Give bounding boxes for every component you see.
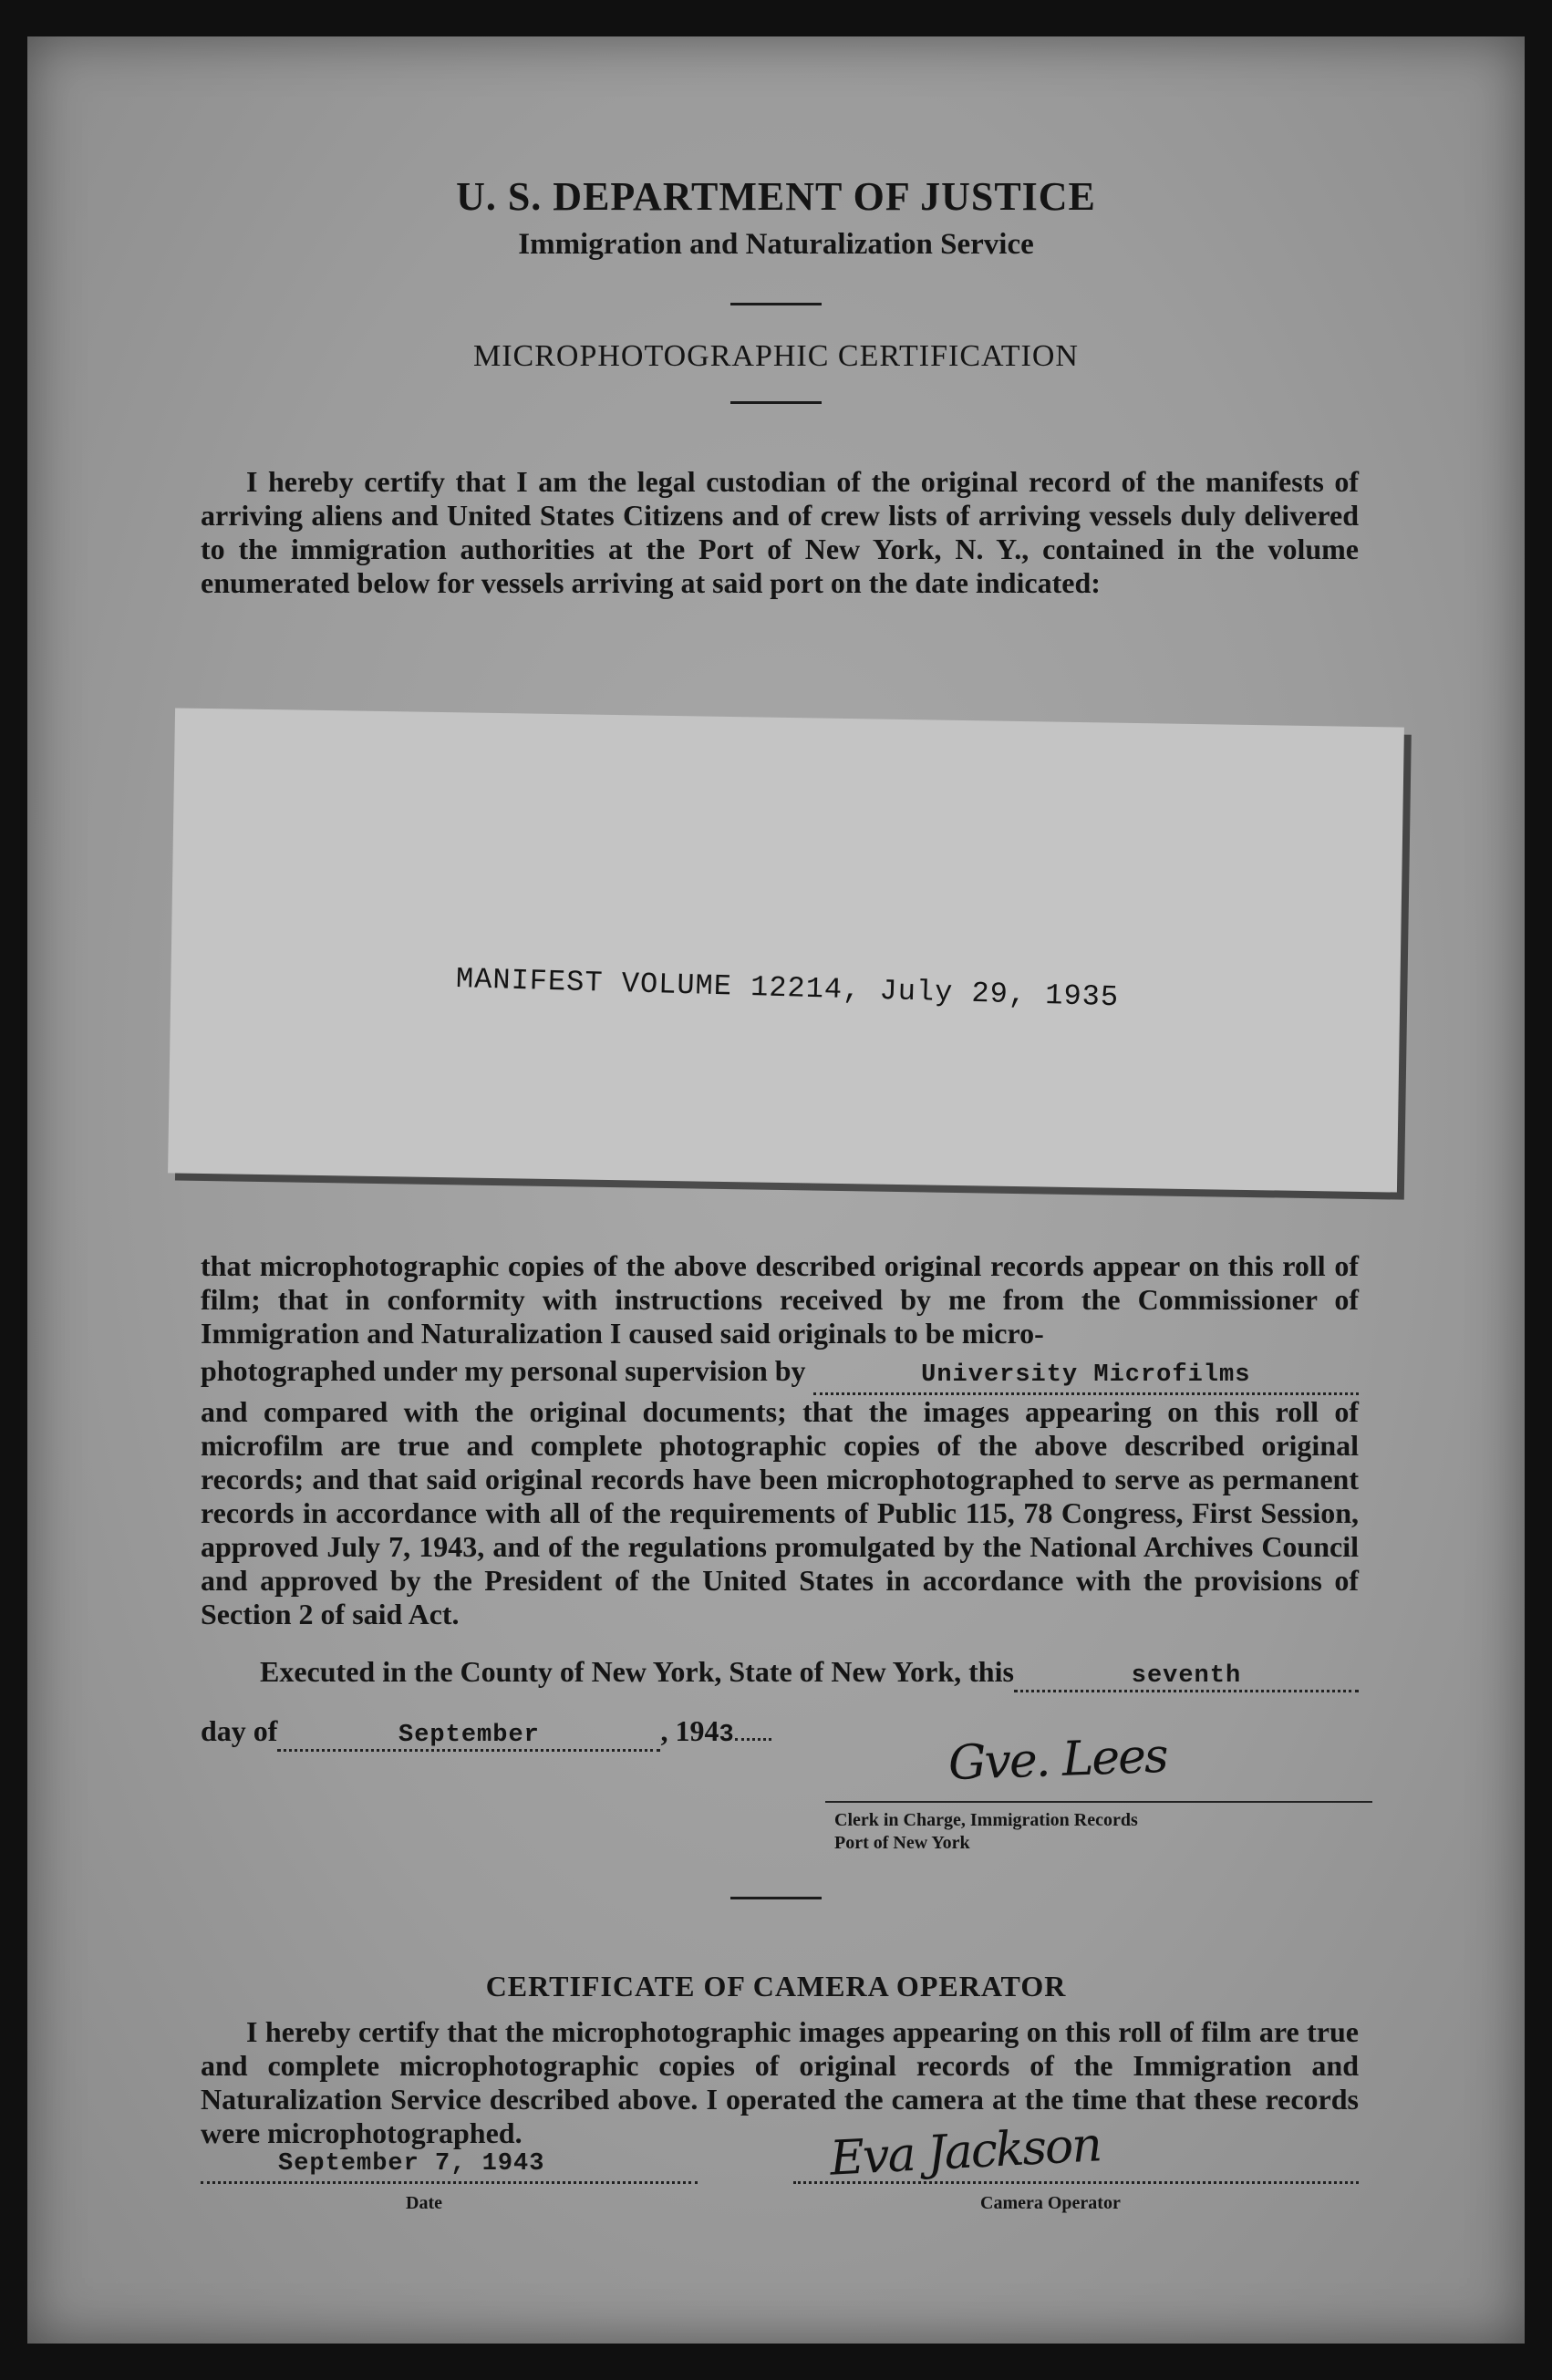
date-line: [201, 1714, 771, 1752]
clerk-port: Port of New York: [834, 1833, 970, 1853]
certificate-sheet: [27, 36, 1525, 2344]
executed-line: [260, 1655, 1359, 1692]
day-of-text: day of: [201, 1714, 278, 1747]
camera-certificate-paragraph: I hereby certify that the microphotographic images appearing on this roll of film are true and complete microphotographic copies of original records of the Immigration and Naturalization Service described above. I operated the camera at the time that these records were microphotographed.: [201, 2015, 1359, 2149]
date-label: Date: [406, 2193, 442, 2213]
department-heading: U. S. DEPARTMENT OF JUSTICE: [456, 174, 1096, 219]
camera-operator-label: Camera Operator: [980, 2193, 1121, 2213]
year-digit-field: 3: [719, 1722, 735, 1749]
clerk-signature-line: [825, 1801, 1372, 1803]
camera-certificate-title: CERTIFICATE OF CAMERA OPERATOR: [485, 1970, 1067, 2002]
supervision-text: photographed under my personal supervision by: [201, 1354, 806, 1387]
operator-dotted-line: [793, 2181, 1359, 2184]
microphotographic-paragraph: [201, 1249, 1359, 1631]
service-heading: Immigration and Naturalization Service: [518, 228, 1034, 261]
date-dotted-line: [201, 2181, 698, 2184]
divider: [730, 1897, 822, 1899]
year-prefix: , 194: [660, 1714, 719, 1747]
month-field: September: [277, 1722, 660, 1752]
manifest-volume-label: MANIFEST VOLUME 12214, July 29, 1935: [455, 962, 1120, 1015]
divider: [730, 401, 822, 404]
divider: [730, 303, 822, 305]
pasted-label-card: [168, 708, 1404, 1192]
custodian-paragraph: I hereby certify that I am the legal custodian of the original record of the manifests of arriving aliens and United States Citizens and of crew lists of arriving vessels duly delivered to the immigration authorities at the Port of New York, N. Y., contained in the volume enumerated below for vessels arriving at said port on the date indicated:: [201, 465, 1359, 599]
year-dots: [735, 1738, 771, 1741]
certification-title: MICROPHOTOGRAPHIC CERTIFICATION: [472, 339, 1079, 373]
microfilm-company-field: University Microfilms: [813, 1359, 1359, 1395]
clerk-signature: Gve. Lees: [947, 1728, 1168, 1792]
paragraph-text: that microphotographic copies of the above described original records appear on this roll of film; that in conformity with instructions received by me from the Commissioner of Immigration and Naturalization I caused said originals to be micro-: [201, 1249, 1359, 1350]
operator-date-value: September 7, 1943: [278, 2150, 545, 2178]
executed-text: Executed in the County of New York, State of New York, this: [260, 1655, 1014, 1688]
paragraph-text: and compared with the original documents; that the images appearing on this roll of microfilm are true and complete photographic copies of the above described original records; and that said original records have been microphotographed to serve as permanent records in accordance with all of the requirements of Public 115, 78 Congress, First Session, approved July 7, 1943, and of the regulations promulgated by the National Archives Council and approved by the President of the United States in accordance with the provisions of Section 2 of said Act.: [201, 1395, 1359, 1630]
day-field: seventh: [1014, 1662, 1359, 1692]
camera-operator-signature: Eva Jackson: [828, 2117, 1102, 2187]
clerk-title: Clerk in Charge, Immigration Records: [834, 1810, 1138, 1830]
